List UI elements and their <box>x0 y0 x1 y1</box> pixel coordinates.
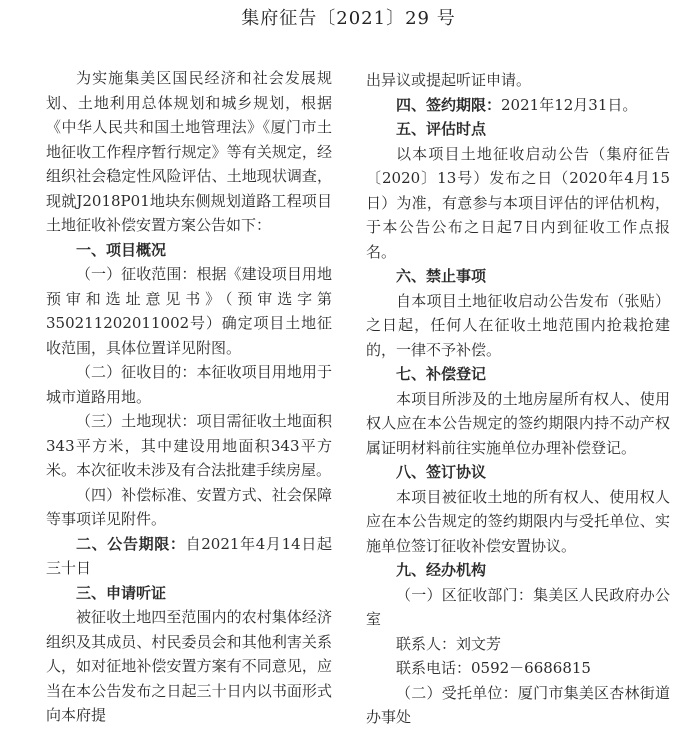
intro-paragraph: 为实施集美区国民经济和社会发展规划、土地利用总体规划和城乡规划，根据《中华人民共和国土地管理法》《厦门市土地征收工作程序暂行规定》等有关规定，经组织社会稳定性风险评估、土地现状调查，现就J2018P01地块东侧规划道路工程项目土地征收补偿安置方案公告如下： <box>46 69 332 234</box>
agency-entrusted-unit: （二）受托单位：厦门市集美区杏林街道办事处 <box>366 683 670 726</box>
land-status-paragraph: （三）土地现状：项目需征收土地面积343平方米，其中建设用地面积343平方米。本次征收未涉及有合法批建手续房屋。 <box>46 412 332 479</box>
compensation-paragraph: （四）补偿标准、安置方式、社会保障等事项详见附件。 <box>46 485 332 528</box>
hearing-continuation: 出异议或提起听证申请。 <box>366 71 532 89</box>
left-column <box>46 66 332 728</box>
hearing-paragraph: 被征收土地四至范围内的农村集体经济组织及其成员、村民委员会和其他利害关系人，如对征地补偿安置方案有不同意见，应当在本公告发布之日起三十日内以书面形式向本府提 <box>46 608 332 724</box>
agency-contact-person: 联系人：刘文芳 <box>396 634 502 653</box>
section-heading-registration: 七、补偿登记 <box>396 365 487 383</box>
purpose-paragraph: （二）征收目的：本征收项目用地用于城市道路用地。 <box>46 363 332 406</box>
signing-deadline-paragraph <box>366 93 670 118</box>
section-heading-valuation-date: 五、评估时点 <box>396 120 487 138</box>
section-heading-hearing: 三、申请听证 <box>76 583 167 602</box>
agency-contact-phone: 联系电话：0592－6686815 <box>396 659 591 677</box>
right-column <box>366 68 670 730</box>
agreement-paragraph: 本项目被征收土地的所有权人、使用权人应在本公告规定的签约期限内与受托单位、实施单位签订征收补偿安置协议。 <box>366 487 670 555</box>
section-heading-notice-period: 二、公告期限： <box>76 534 186 553</box>
section-heading-prohibitions: 六、禁止事项 <box>396 267 487 285</box>
section-heading-agreement: 八、签订协议 <box>396 463 487 481</box>
notice-period-paragraph <box>46 532 332 581</box>
document-title: 集府征告〔2021〕29 号 <box>241 8 456 29</box>
section-heading-project-overview: 一、项目概况 <box>76 240 167 259</box>
section-heading-agencies: 九、经办机构 <box>396 561 487 579</box>
prohibitions-paragraph: 自本项目土地征收启动公告发布（张贴）之日起，任何人在征收土地范围内抢栽抢建的，一律不予补偿。 <box>366 291 670 359</box>
registration-paragraph: 本项目所涉及的土地房屋所有权人、使用权人应在本公告规定的签约期限内持不动产权属证明材料前往实施单位办理补偿登记。 <box>366 389 670 457</box>
signing-deadline-text: 2021年12月31日。 <box>501 95 638 114</box>
valuation-paragraph: 以本项目土地征收启动公告（集府征告〔2020〕13号）发布之日（2020年4月15日）为准，有意参与本项目评估的评估机构，于本公告公布之日起7日内到征收工作点报名。 <box>366 144 670 261</box>
section-heading-signing-deadline: 四、签约期限： <box>396 95 502 114</box>
scope-paragraph: （一）征收范围：根据《建设项目用地预审和选址意见书》（预审选字第350211202011002号）确定项目土地征收范围，具体位置详见附图。 <box>46 265 332 357</box>
notice-period-text: 自2021年4月14日起三十日 <box>46 534 332 577</box>
agency-department: （一）区征收部门：集美区人民政府办公室 <box>366 585 670 628</box>
